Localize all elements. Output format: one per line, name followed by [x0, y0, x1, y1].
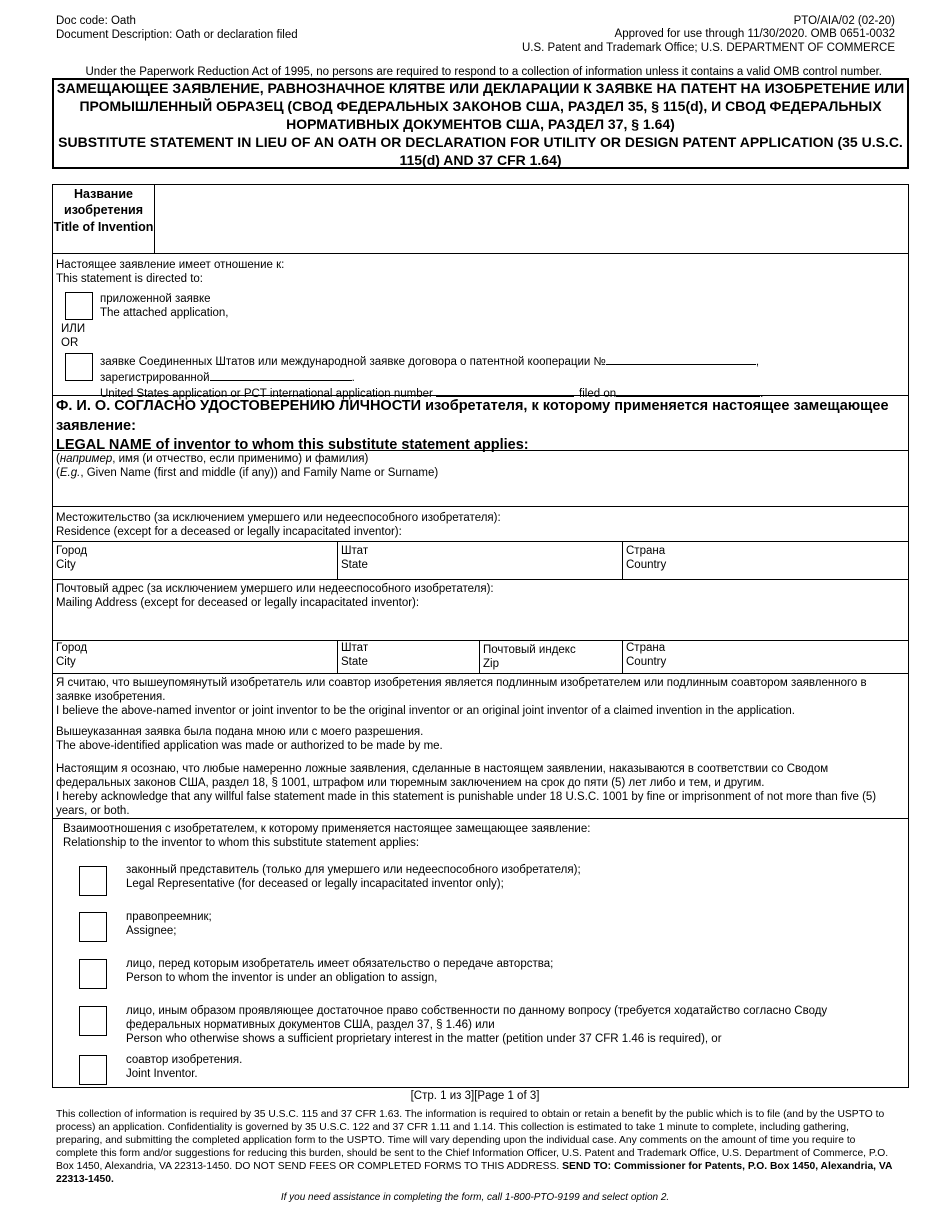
mailing-country-ru: Страна: [626, 642, 666, 654]
invention-title-field[interactable]: [154, 185, 909, 253]
legal-name-ru-bold: Ф. И. О. СОГЛАСНО УДОСТОВЕРЕНИЮ ЛИЧНОСТИ: [56, 398, 422, 414]
relationship-en: Relationship to the inventor to whom this substitute statement applies:: [63, 837, 420, 850]
invention-label-ru: Название изобретения: [64, 187, 143, 218]
form-id: PTO/AIA/02 (02-20): [793, 15, 895, 27]
obligated-assignee-label: [126, 957, 553, 985]
obligated-assignee-checkbox[interactable]: [79, 959, 107, 989]
residence-city-field[interactable]: [53, 542, 337, 579]
attached-ru: приложенной заявке: [100, 293, 211, 305]
directed-ru: Настоящее заявление имеет отношение к:: [56, 259, 285, 271]
example-ru: , имя (и отчество, если применимо) и фамилия): [112, 453, 369, 465]
mailing-country-field[interactable]: [622, 641, 909, 673]
believe-ru: Я считаю, что вышеупомянутый изобретатель или соавтор изобретения является подлинным изобретателем или подлинным соавтором заявленного в заявке изобретения.: [56, 677, 867, 704]
residence-state-field[interactable]: [337, 542, 622, 579]
legal-representative-label: [126, 863, 581, 891]
proprietary-interest-checkbox[interactable]: [79, 1006, 107, 1036]
residence-country-en: Country: [626, 559, 667, 572]
mailing-city-en: City: [56, 656, 76, 669]
residence-city-en: City: [56, 559, 76, 572]
footer-notice: [56, 1108, 896, 1186]
registered-date-field[interactable]: [210, 369, 352, 381]
doc-description: Document Description: Oath or declaration filed: [56, 29, 298, 42]
believe-en: I believe the above-named inventor or joint inventor to be the original inventor or an original joint inventor of a claimed invention in the application.: [56, 705, 796, 718]
residence-state-en: State: [341, 559, 368, 572]
us-application-label: заявке Соединенных Штатов или международной заявке договора о патентной кооперации № , зарегистрированной . United States application or PCT international application number filed on .: [100, 353, 900, 401]
assistance-note: If you need assistance in completing the form, call 1-800-PTO-9199 and select option 2.: [280, 1192, 670, 1203]
residence-country-field[interactable]: [622, 542, 909, 579]
joint-inventor-label: [126, 1053, 242, 1081]
title-ru: ЗАМЕЩАЮЩЕЕ ЗАЯВЛЕНИЕ, РАВНОЗНАЧНОЕ КЛЯТВЕ ИЛИ ДЕКЛАРАЦИИ К ЗАЯВКЕ НА ПАТЕНТ НА ИЗОБРЕТЕНИЕ ИЛИ ПРОМЫШЛЕННЫЙ ОБРАЗЕЦ (СВОД ФЕДЕРАЛЬНЫХ ЗАКОНОВ США, РАЗДЕЛ 35, § 115(d), И СВОД ФЕДЕРАЛЬНЫХ НОРМАТИВНЫХ ДОКУМЕНТОВ США, РАЗДЕЛ 37, § 1.64): [56, 80, 905, 132]
opt5-en: Joint Inventor.: [126, 1068, 198, 1081]
form-title: [52, 78, 909, 169]
opt2-ru: правопреемник;: [126, 911, 212, 923]
or-ru: ИЛИ: [61, 323, 86, 335]
legal-name-example: (например, имя (и отчество, если применимо) и фамилия) (E.g., Given Name (first and middle (if any)) and Family Name or Surname): [56, 453, 439, 480]
residence-en: Residence (except for a deceased or legally incapacitated inventor):: [56, 526, 402, 539]
office-text: U.S. Patent and Trademark Office; U.S. DEPARTMENT OF COMMERCE: [522, 42, 895, 55]
mailing-city-ru: Город: [56, 642, 88, 654]
made-ru: Вышеуказанная заявка была подана мною или с моего разрешения.: [56, 726, 424, 738]
assignee-label: [126, 910, 212, 938]
residence-state-ru: Штат: [341, 545, 369, 557]
believe-statement: [56, 676, 901, 718]
filed-on-label: filed on: [579, 388, 617, 401]
residence-city-ru: Город: [56, 545, 88, 557]
or-en: OR: [61, 337, 79, 350]
doc-code: Doc code: Oath: [56, 15, 136, 27]
mailing-row[interactable]: [53, 580, 908, 641]
statements-row: [53, 674, 908, 819]
residence-row: [53, 507, 908, 542]
legal-representative-checkbox[interactable]: [79, 866, 107, 896]
attached-application-checkbox[interactable]: [65, 292, 93, 320]
header-right: [475, 27, 895, 55]
directed-text: [56, 258, 284, 286]
mailing-state-ru: Штат: [341, 642, 369, 654]
application-number-field-ru[interactable]: [606, 353, 756, 365]
mailing-ru: Почтовый адрес (за исключением умершего или недееспособного изобретателя):: [56, 583, 494, 595]
footer-send-to: SEND TO: Commissioner for Patents, P.O. Box 1450, Alexandria, VA 22313-1450.: [56, 1161, 893, 1186]
mailing-country-en: Country: [626, 656, 667, 669]
us-app-ru: заявке Соединенных Штатов или международной заявке договора о патентной кооперации №: [100, 356, 606, 368]
legal-name-en-bold: LEGAL NAME: [56, 437, 152, 454]
mailing-zip-en: Zip: [483, 658, 499, 671]
relationship-heading: [63, 822, 590, 850]
joint-inventor-checkbox[interactable]: [79, 1055, 107, 1085]
mailing-zip-field[interactable]: [479, 641, 622, 673]
opt3-ru: лицо, перед которым изобретатель имеет обязательство о передаче авторства;: [126, 958, 554, 970]
legal-name-en-rest: of inventor to whom this substitute statement applies:: [151, 437, 529, 454]
legal-name-heading: [56, 397, 896, 456]
residence-fields-row: [53, 542, 908, 580]
legal-name-ru-rest: изобретателя, к которому применяется настоящее замещающее заявление:: [56, 398, 889, 434]
form-body: [52, 184, 909, 1088]
ack-ru: Настоящим я осознаю, что любые намеренно ложные заявления, сделанные в настоящем заявлении, наказываются в соответствии со Сводом федеральных законов США, раздел 18, § 1001, штрафом или тюремным заключением на срок до пяти (5) лет либо и тем, и другим.: [56, 763, 829, 790]
mailing-state-en: State: [341, 656, 368, 669]
opt4-en: Person who otherwise shows a sufficient proprietary interest in the matter (petition under 37 CFR 1.46 is required), or: [126, 1033, 722, 1046]
opt3-en: Person to whom the inventor is under an obligation to assign,: [126, 972, 438, 985]
attached-application-label: [100, 292, 229, 320]
residence-ru: Местожительство (за исключением умершего или недееспособного изобретателя):: [56, 512, 501, 524]
acknowledge-statement: [56, 762, 904, 818]
ack-en: I hereby acknowledge that any willful false statement made in this statement is punishable under 18 U.S.C. 1001 by fine or imprisonment of not more than five (5) years, or both.: [56, 791, 877, 818]
mailing-en: Mailing Address (except for deceased or legally incapacitated inventor):: [56, 597, 420, 610]
paperwork-notice: Under the Paperwork Reduction Act of 1995, no persons are required to respond to a collection of information unless it contains a valid OMB control number.: [85, 66, 882, 78]
opt5-ru: соавтор изобретения.: [126, 1054, 243, 1066]
opt1-ru: законный представитель (только для умершего или недееспособного изобретателя);: [126, 864, 581, 876]
assignee-checkbox[interactable]: [79, 912, 107, 942]
mailing-zip-ru: Почтовый индекс: [483, 644, 576, 656]
residence-country-ru: Страна: [626, 545, 666, 557]
invention-row: [53, 185, 908, 254]
made-statement: [56, 725, 901, 753]
us-app-en: United States application or PCT international application number: [100, 388, 433, 401]
mailing-state-field[interactable]: [337, 641, 479, 673]
example-en: , Given Name (first and middle (if any)) and Family Name or Surname): [80, 467, 439, 480]
us-application-checkbox[interactable]: [65, 353, 93, 381]
mailing-label: [56, 582, 494, 610]
attached-en: The attached application,: [100, 307, 229, 320]
page-number: [Стр. 1 из 3][Page 1 of 3]: [410, 1090, 540, 1102]
invention-label-en: Title of Invention: [53, 219, 154, 234]
residence-label: [56, 511, 501, 539]
example-en-italic: E.g.: [59, 467, 81, 480]
approved-text: Approved for use through 11/30/2020. OMB 0651-0032: [614, 28, 895, 40]
header-left: [56, 14, 456, 42]
example-ru-italic: например: [59, 453, 113, 465]
or-label: [61, 322, 85, 350]
title-en: SUBSTITUTE STATEMENT IN LIEU OF AN OATH OR DECLARATION FOR UTILITY OR DESIGN PATENT APPLICATION (35 U.S.C. 115(d) AND 37 CFR 1.64): [58, 133, 903, 168]
opt1-en: Legal Representative (for deceased or legally incapacitated inventor only);: [126, 878, 504, 891]
footer-text: This collection of information is required by 35 U.S.C. 115 and 37 CFR 1.63. The information is required to obtain or retain a benefit by the public which is to file (and by the USPTO to process) an application. Confidentiality is governed by 35 U.S.C. 122 and 37 CFR 1.11 and 1.14. This collection is estimated to take 1 minute to complete, including gathering, preparing, and submitting the completed application form to the USPTO. Time will vary depending upon the individual case. Any comments on the amount of time you require to complete this form and/or suggestions for reducing this burden, should be sent to the Chief Information Officer, U.S. Patent and Trademark Office, U.S. Department of Commerce, P.O. Box 1450, Alexandria, VA 22313-1450. DO NOT SEND FEES OR COMPLETED FORMS TO THIS ADDRESS.: [56, 1109, 889, 1173]
invention-label: [53, 185, 154, 253]
legal-name-row[interactable]: [53, 451, 908, 507]
opt2-en: Assignee;: [126, 925, 177, 938]
legal-name-heading-row: [53, 396, 908, 454]
made-en: The above-identified application was made or authorized to be made by me.: [56, 740, 443, 753]
registered-ru: зарегистрированной: [100, 372, 210, 385]
proprietary-interest-label: [126, 1004, 896, 1046]
mailing-city-field[interactable]: [53, 641, 337, 673]
opt4-ru: лицо, иным образом проявляющее достаточное право собственности по данному вопросу (требуется ходатайство согласно Своду федеральных нормативных документов США, раздел 37, § 1.46) или: [126, 1005, 828, 1032]
mailing-fields-row: [53, 641, 908, 674]
directed-row: [53, 254, 908, 401]
directed-en: This statement is directed to:: [56, 273, 204, 286]
relationship-ru: Взаимоотношения с изобретателем, к которому применяется настоящее замещающее заявление:: [63, 823, 591, 835]
